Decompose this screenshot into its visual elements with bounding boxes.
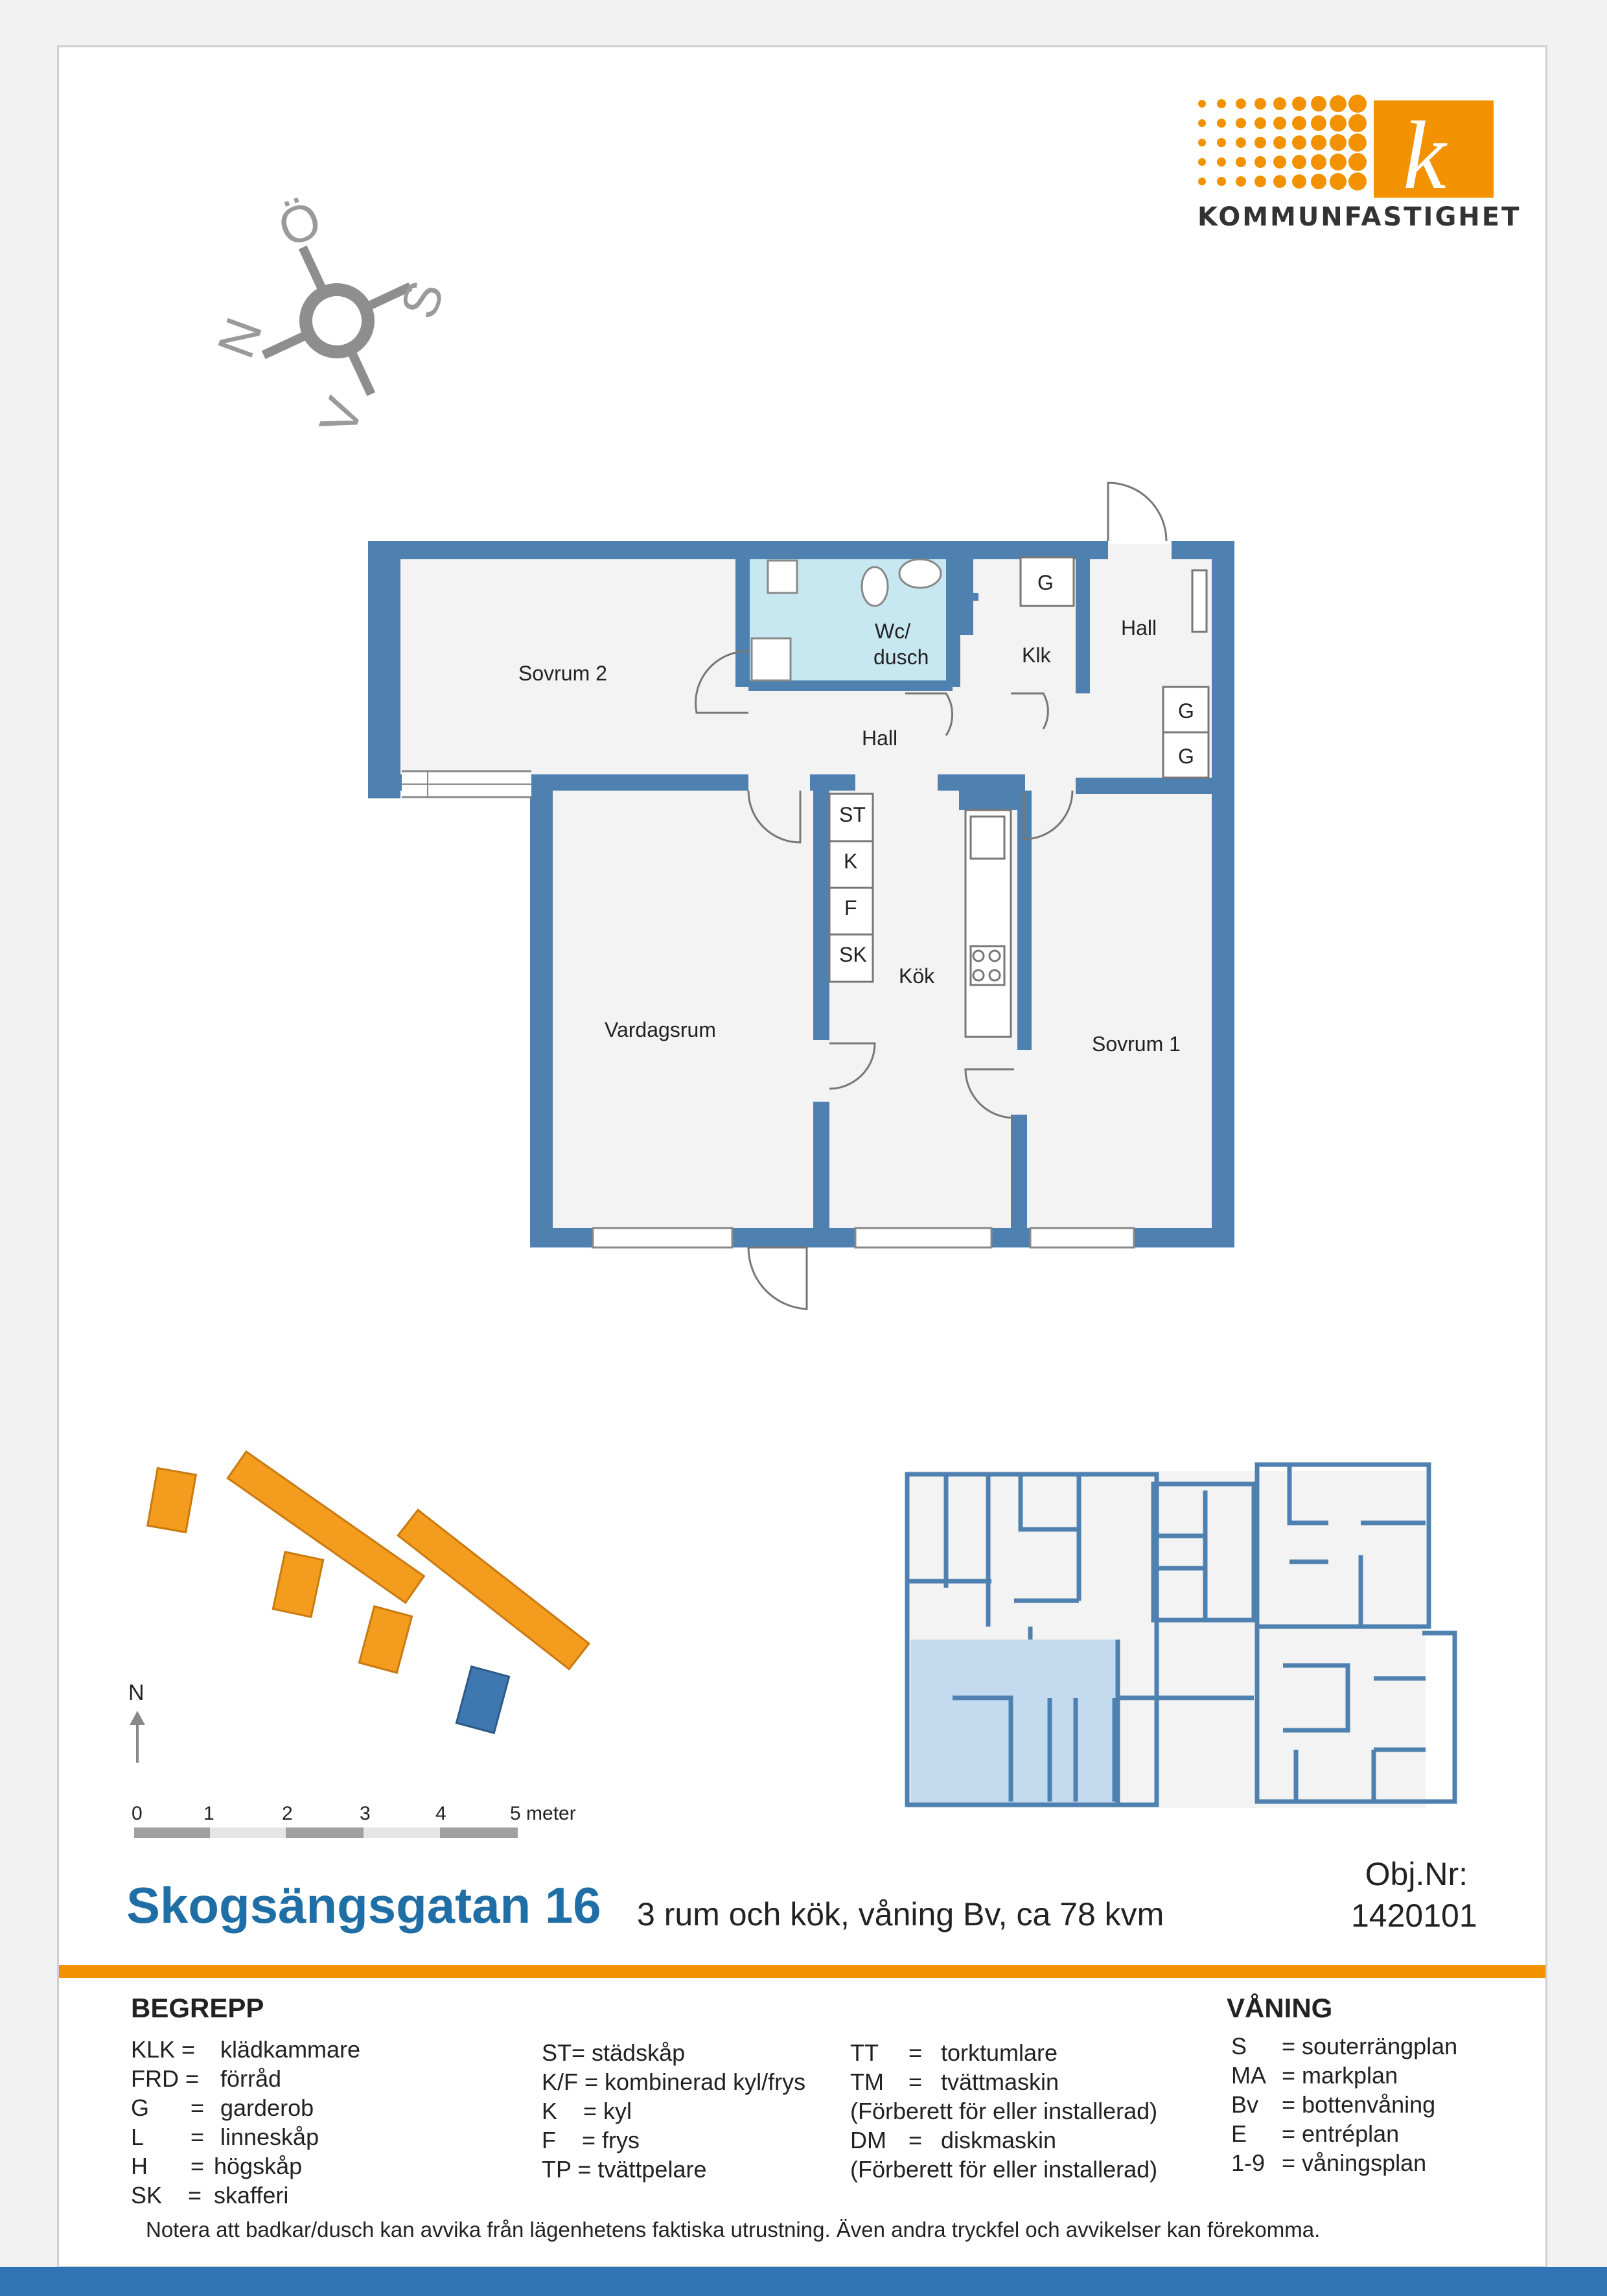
begrepp-col3 <box>850 2038 1187 2184</box>
room-label-sovrum1: Sovrum 1 <box>1092 1032 1181 1056</box>
scale-bar <box>132 1803 576 1838</box>
begrepp-col2 <box>542 2038 840 2184</box>
begrepp-row-h: H = högskåp <box>131 2153 303 2179</box>
site-building-3 <box>148 1468 196 1532</box>
scale-tick-4: 4 <box>435 1803 446 1824</box>
compass-east: Ö <box>271 189 329 258</box>
site-building-5 <box>359 1606 411 1673</box>
begrepp-row-tt: TT = torktumlare <box>850 2039 1058 2066</box>
site-building-4 <box>273 1552 323 1618</box>
begrepp-row-dm-note: (Förberett för eller installerad) <box>850 2156 1158 2183</box>
compass-rose <box>229 213 445 428</box>
vaning-heading: VÅNING <box>1227 1993 1333 2023</box>
scale-tick-5: 5 meter <box>510 1803 576 1824</box>
scale-tick-1: 1 <box>203 1803 214 1824</box>
begrepp-row-dm: DM = diskmaskin <box>850 2127 1057 2153</box>
brand-name: KOMMUNFASTIGHET <box>1197 202 1521 232</box>
begrepp-row-tm-note: (Förberett för eller installerad) <box>850 2098 1158 2124</box>
room-label-wc: Wc/ <box>875 620 911 643</box>
room-label-kok: Kök <box>899 964 935 988</box>
overview-highlight <box>910 1640 1118 1805</box>
vaning-row-ma: MA = markplan <box>1231 2062 1398 2089</box>
logo-letter: k <box>1403 102 1446 209</box>
begrepp-row-l: L = linneskåp <box>131 2124 319 2150</box>
begrepp-row-st: ST= städskåp <box>542 2039 686 2066</box>
compass-south: S <box>389 273 456 326</box>
begrepp-heading: BEGREPP <box>131 1993 264 2023</box>
begrepp-row-klk: KLK = klädkammare <box>131 2036 361 2063</box>
vaning-list <box>1231 2032 1503 2177</box>
room-label-hall-top: Hall <box>1121 616 1157 640</box>
site-building-1 <box>227 1452 424 1603</box>
storage-label-sk: SK <box>839 943 867 966</box>
orange-divider <box>59 1965 1545 1978</box>
begrepp-row-f: F = frys <box>542 2127 640 2153</box>
obj-label: Obj.Nr: <box>1365 1856 1468 1892</box>
obj-number: 1420101 <box>1351 1897 1477 1934</box>
room-label-sovrum2: Sovrum 2 <box>518 662 607 685</box>
north-arrow-icon <box>130 1711 145 1725</box>
begrepp-row-tm: TM = tvättmaskin <box>850 2069 1059 2095</box>
storage-label-st: ST <box>839 803 866 826</box>
scale-tick-0: 0 <box>132 1803 143 1824</box>
vaning-row-s: S = souterrängplan <box>1231 2033 1458 2059</box>
site-building-highlighted <box>456 1667 509 1733</box>
begrepp-row-frd: FRD = förråd <box>131 2065 282 2092</box>
begrepp-row-kf: K/F = kombinerad kyl/frys <box>542 2069 806 2095</box>
begrepp-row-g: G = garderob <box>131 2094 314 2121</box>
room-label-vardagsrum: Vardagsrum <box>605 1018 716 1041</box>
building-overview <box>907 1465 1455 1808</box>
storage-label-k: K <box>844 850 858 873</box>
property-title: Skogsängsgatan 16 <box>126 1877 601 1934</box>
property-description: 3 rum och kök, våning Bv, ca 78 kvm <box>637 1896 1164 1932</box>
windows <box>593 1228 1134 1247</box>
storage-label-g1: G <box>1037 571 1054 594</box>
scale-tick-2: 2 <box>282 1803 293 1824</box>
compass-north: N <box>206 310 273 365</box>
room-label-hall-mid: Hall <box>862 726 898 750</box>
room-label-klk: Klk <box>1022 644 1051 667</box>
begrepp-row-tp: TP = tvättpelare <box>542 2156 707 2183</box>
vaning-row-e: E = entréplan <box>1231 2120 1400 2147</box>
site-building-2 <box>398 1510 589 1669</box>
scale-tick-3: 3 <box>360 1803 371 1824</box>
floor-plan <box>368 483 1234 1309</box>
storage-label-g2: G <box>1178 699 1194 723</box>
begrepp-row-k: K = kyl <box>542 2098 632 2124</box>
storage-label-f: F <box>844 896 857 920</box>
compass-west: V <box>308 389 375 443</box>
begrepp-row-sk: SK = skafferi <box>131 2182 289 2209</box>
site-map <box>128 1452 589 1763</box>
vaning-row-1-9: 1-9 = våningsplan <box>1231 2150 1427 2176</box>
site-north-label: N <box>128 1680 145 1705</box>
vaning-row-bv: Bv = bottenvåning <box>1231 2091 1436 2118</box>
kommunfastighet-logo <box>1198 95 1494 209</box>
begrepp-col1 <box>131 2035 403 2210</box>
object-number-block <box>1351 1853 1477 1936</box>
bottom-blue-bar <box>0 2267 1607 2296</box>
disclaimer-note: Notera att badkar/dusch kan avvika från lägenhetens faktiska utrustning. Även andra tryckfel och avvikelser kan förekomma. <box>146 2218 1321 2242</box>
room-label-wc-dusch: dusch <box>873 645 929 669</box>
storage-label-g3: G <box>1178 745 1194 768</box>
